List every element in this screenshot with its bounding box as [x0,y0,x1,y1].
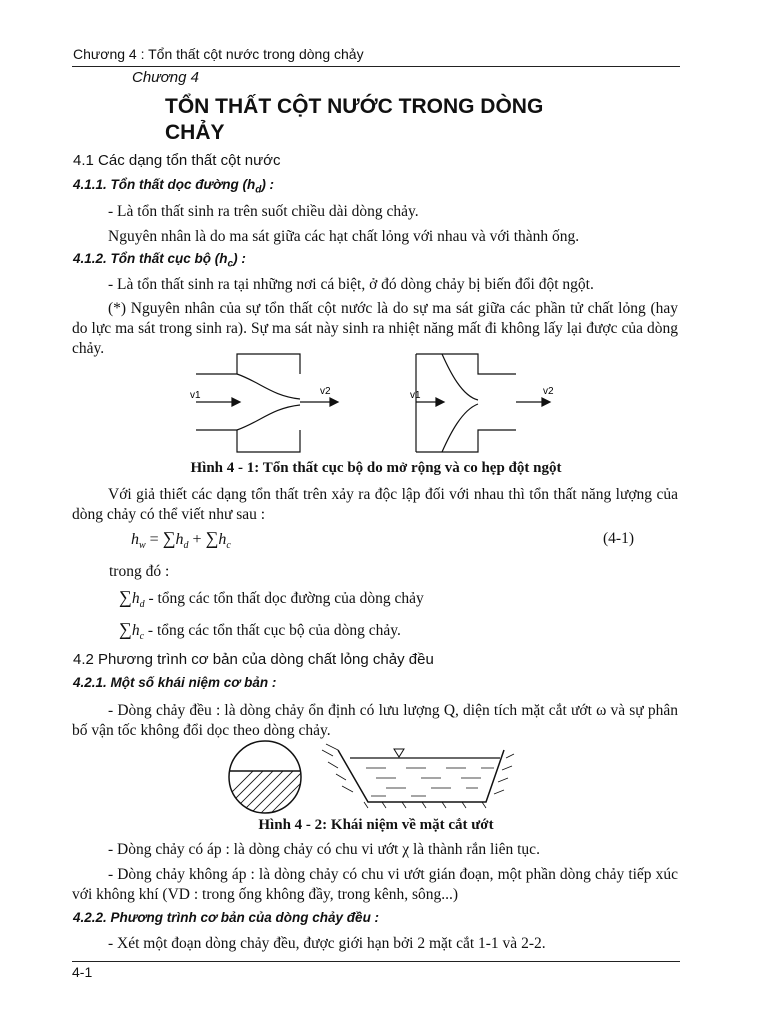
figure-4-2 [226,738,516,816]
section-4-2-2-heading: 4.2.2. Phương trình cơ bản của dòng chảy đều : [73,910,380,925]
eq-sub: w [139,540,146,552]
eq-plus: + [188,531,206,548]
section-4-1-heading: 4.1 Các dạng tổn thất cột nước [73,152,281,169]
def-text: - tổng các tổn thất cục bộ của dòng chảy. [147,622,401,639]
sudden-expansion-diagram [196,354,338,452]
heading-text: 4.1.2. Tổn thất cục bộ (h [73,251,228,266]
paragraph: Nguyên nhân là do ma sát giữa các hạt chất lỏng với nhau và với thành ống. [108,228,580,245]
paragraph: - Dòng chảy có áp : là dòng chảy có chu vi ướt χ là thành rắn liên tục. [108,841,540,858]
section-4-2-heading: 4.2 Phương trình cơ bản của dòng chất lỏng chảy đều [73,651,434,668]
eq-h: h [131,590,140,607]
running-header: Chương 4 : Tổn thất cột nước trong dòng chảy [73,46,364,62]
paragraph: - Dòng chảy không áp : là dòng chảy có chu vi ướt gián đoạn, một phần dòng chảy tiếp xúc với không khí (VD : trong ống không đầy, trong kênh, sông...) [72,866,678,903]
chapter-label: Chương 4 [132,69,199,86]
figure-4-2-caption: Hình 4 - 2: Khái niệm về mặt cắt ướt [258,817,494,833]
eq-sub: d [183,540,189,552]
section-4-1-2-heading [73,251,246,270]
section-4-2-1-heading: 4.2.1. Một số khái niệm cơ bản : [73,675,277,690]
header-rule [72,66,680,67]
paragraph: - Xét một đoạn dòng chảy đều, được giới hạn bởi 2 mặt cắt 1-1 và 2-2. [108,935,546,952]
sudden-contraction-diagram [416,354,550,452]
where-label: trong đó : [109,563,170,580]
figure-4-1 [180,352,580,456]
eq-equals: = [145,531,163,548]
eq-h: h [175,531,184,548]
footer-rule [72,961,680,962]
figure-4-1-caption: Hình 4 - 1: Tổn thất cục bộ do mở rộng và co hẹp đột ngột [190,460,562,476]
sum-symbol: ∑ [119,619,132,639]
heading-sub: d [255,184,262,196]
v2-label: v2 [543,386,554,397]
chapter-title [165,94,543,146]
definition-row [119,619,401,642]
sum-symbol: ∑ [205,528,219,548]
eq-h: h [131,531,139,548]
paragraph: - Dòng chảy đều : là dòng chảy ổn định có lưu lượng Q, diện tích mặt cắt ướt ω và sự phân bố vận tốc không đổi dọc theo dòng chảy. [72,702,678,739]
eq-sub: c [139,631,145,643]
sum-symbol: ∑ [162,528,176,548]
eq-h: h [131,622,140,639]
v1-label: v1 [410,390,421,401]
open-channel-cross-section [322,744,514,808]
definition-row [119,587,424,610]
eq-sub: c [226,540,231,552]
heading-end: ) : [233,251,246,266]
eq-h: h [218,531,227,548]
heading-end: ) : [261,177,275,192]
equation-4-1 [131,528,231,551]
paragraph: - Là tổn thất sinh ra trên suốt chiều dài dòng chảy. [108,203,419,220]
eq-sub: d [139,599,145,611]
def-symbol [119,587,145,611]
equation-number: (4-1) [603,530,634,547]
v2-label: v2 [320,386,331,397]
paragraph: - Là tổn thất sinh ra tại những nơi cá biệt, ở đó dòng chảy bị biến đổi đột ngột. [108,276,594,293]
chapter-title-line1: TỔN THẤT CỘT NƯỚC TRONG DÒNG [165,95,544,118]
paragraph: (*) Nguyên nhân của sự tổn thất cột nước là do sự ma sát giữa các phần tử chất lỏng (hay do lực ma sát trong sinh ra). Sự ma sát này sinh ra nhiệt năng mất đi không lấy lại được của dòng chảy. [72,300,678,357]
def-symbol [119,619,145,643]
def-text: - tổng các tổn thất dọc đường của dòng chảy [148,590,424,607]
heading-sub: c [227,258,234,270]
section-4-1-1-heading [73,177,274,196]
paragraph: Với giả thiết các dạng tổn thất trên xảy ra độc lập đối với nhau thì tổn thất năng lượng của dòng chảy có thể viết như sau : [72,486,678,523]
sum-symbol: ∑ [119,587,132,607]
pipe-cross-section [226,738,346,816]
page-number: 4-1 [72,964,93,980]
heading-text: 4.1.1. Tổn thất dọc đường (h [73,177,256,192]
chapter-title-line2: CHẢY [165,121,225,144]
v1-label: v1 [190,390,201,401]
